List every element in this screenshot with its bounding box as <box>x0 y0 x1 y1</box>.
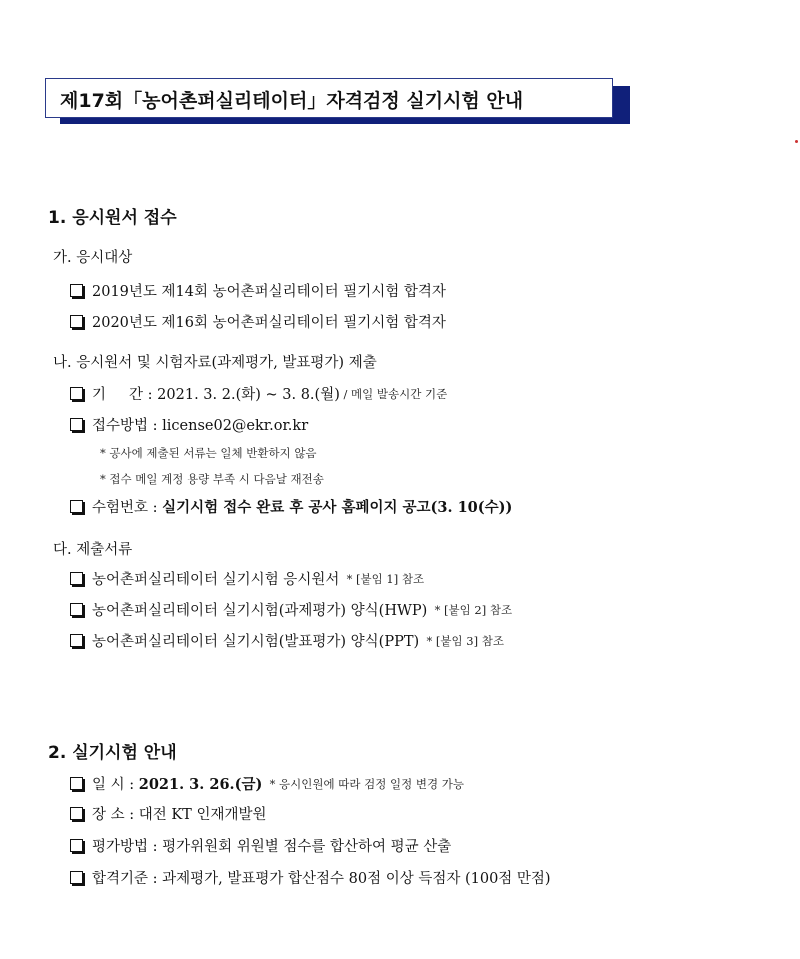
na-exam-number <box>70 496 512 517</box>
section2-heading: 2. 실기시험 안내 <box>48 743 177 763</box>
na-period <box>70 383 447 404</box>
na-period-label: 기 간 : <box>92 387 158 403</box>
s2-criteria <box>70 867 551 888</box>
checkbox-icon <box>70 500 83 513</box>
s2-date <box>70 773 464 794</box>
na-method-text: 접수방법 : license02@ekr.or.kr <box>92 418 309 434</box>
ga-item-1-text: 2019년도 제14회 농어촌퍼실리테이터 필기시험 합격자 <box>92 284 446 300</box>
da-item-3-note: * [붙임 3] 참조 <box>419 633 504 648</box>
checkbox-icon <box>70 871 83 884</box>
checkbox-icon <box>70 315 83 328</box>
na-exam-number-value: 실기시험 접수 완료 후 공사 홈페이지 공고(3. 10(수)) <box>162 499 513 516</box>
checkbox-icon <box>70 807 83 820</box>
checkbox-icon <box>70 418 83 431</box>
s2-criteria-text: 합격기준 : 과제평가, 발표평가 합산점수 80점 이상 득점자 (100점 만점) <box>92 871 551 887</box>
section1-heading: 1. 응시원서 접수 <box>48 208 177 228</box>
na-method <box>70 414 308 435</box>
checkbox-icon <box>70 839 83 852</box>
checkbox-icon <box>70 572 83 585</box>
da-item-2-text: 농어촌퍼실리테이터 실기시험(과제평가) 양식(HWP) <box>92 603 428 619</box>
checkbox-icon <box>70 777 83 790</box>
s2-place-text: 장 소 : 대전 KT 인재개발원 <box>92 807 267 823</box>
ga-item-2-text: 2020년도 제16회 농어촌퍼실리테이터 필기시험 합격자 <box>92 315 446 331</box>
s2-date-value: 2021. 3. 26.(금) <box>138 776 263 793</box>
da-item-1 <box>70 568 424 589</box>
da-item-1-text: 농어촌퍼실리테이터 실기시험 응시원서 <box>92 572 340 588</box>
page-title: 제17회「농어촌퍼실리테이터」자격검정 실기시험 안내 <box>60 90 524 112</box>
ga-heading: 가. 응시대상 <box>53 250 133 266</box>
s2-method <box>70 835 451 856</box>
na-period-value: 2021. 3. 2.(화) ~ 3. 8.(월) <box>157 387 340 403</box>
na-note-2: * 접수 메일 계정 용량 부족 시 다음날 재전송 <box>100 472 324 486</box>
ga-item-1 <box>70 280 446 301</box>
da-item-2-note: * [붙임 2] 참조 <box>427 602 513 617</box>
checkbox-icon <box>70 387 83 400</box>
na-note-1: * 공사에 제출된 서류는 일체 반환하지 않음 <box>100 446 317 460</box>
na-exam-number-label: 수험번호 : <box>92 500 163 516</box>
da-heading: 다. 제출서류 <box>53 542 133 558</box>
title-box <box>45 78 613 118</box>
na-period-note: / 메일 발송시간 기준 <box>339 386 448 401</box>
s2-place <box>70 803 267 824</box>
red-dot-mark <box>795 140 798 143</box>
ga-item-2 <box>70 311 446 332</box>
checkbox-icon <box>70 634 83 647</box>
s2-method-text: 평가방법 : 평가위원회 위원별 점수를 합산하여 평균 산출 <box>92 839 452 855</box>
da-item-2 <box>70 599 512 620</box>
na-heading: 나. 응시원서 및 시험자료(과제평가, 발표평가) 제출 <box>53 355 377 371</box>
da-item-3 <box>70 630 504 651</box>
checkbox-icon <box>70 603 83 616</box>
s2-date-label: 일 시 : <box>92 777 139 793</box>
da-item-1-note: * [붙임 1] 참조 <box>339 571 425 586</box>
da-item-3-text: 농어촌퍼실리테이터 실기시험(발표평가) 양식(PPT) <box>92 634 420 650</box>
checkbox-icon <box>70 284 83 297</box>
s2-date-note: * 응시인원에 따라 검정 일정 변경 가능 <box>262 776 464 791</box>
